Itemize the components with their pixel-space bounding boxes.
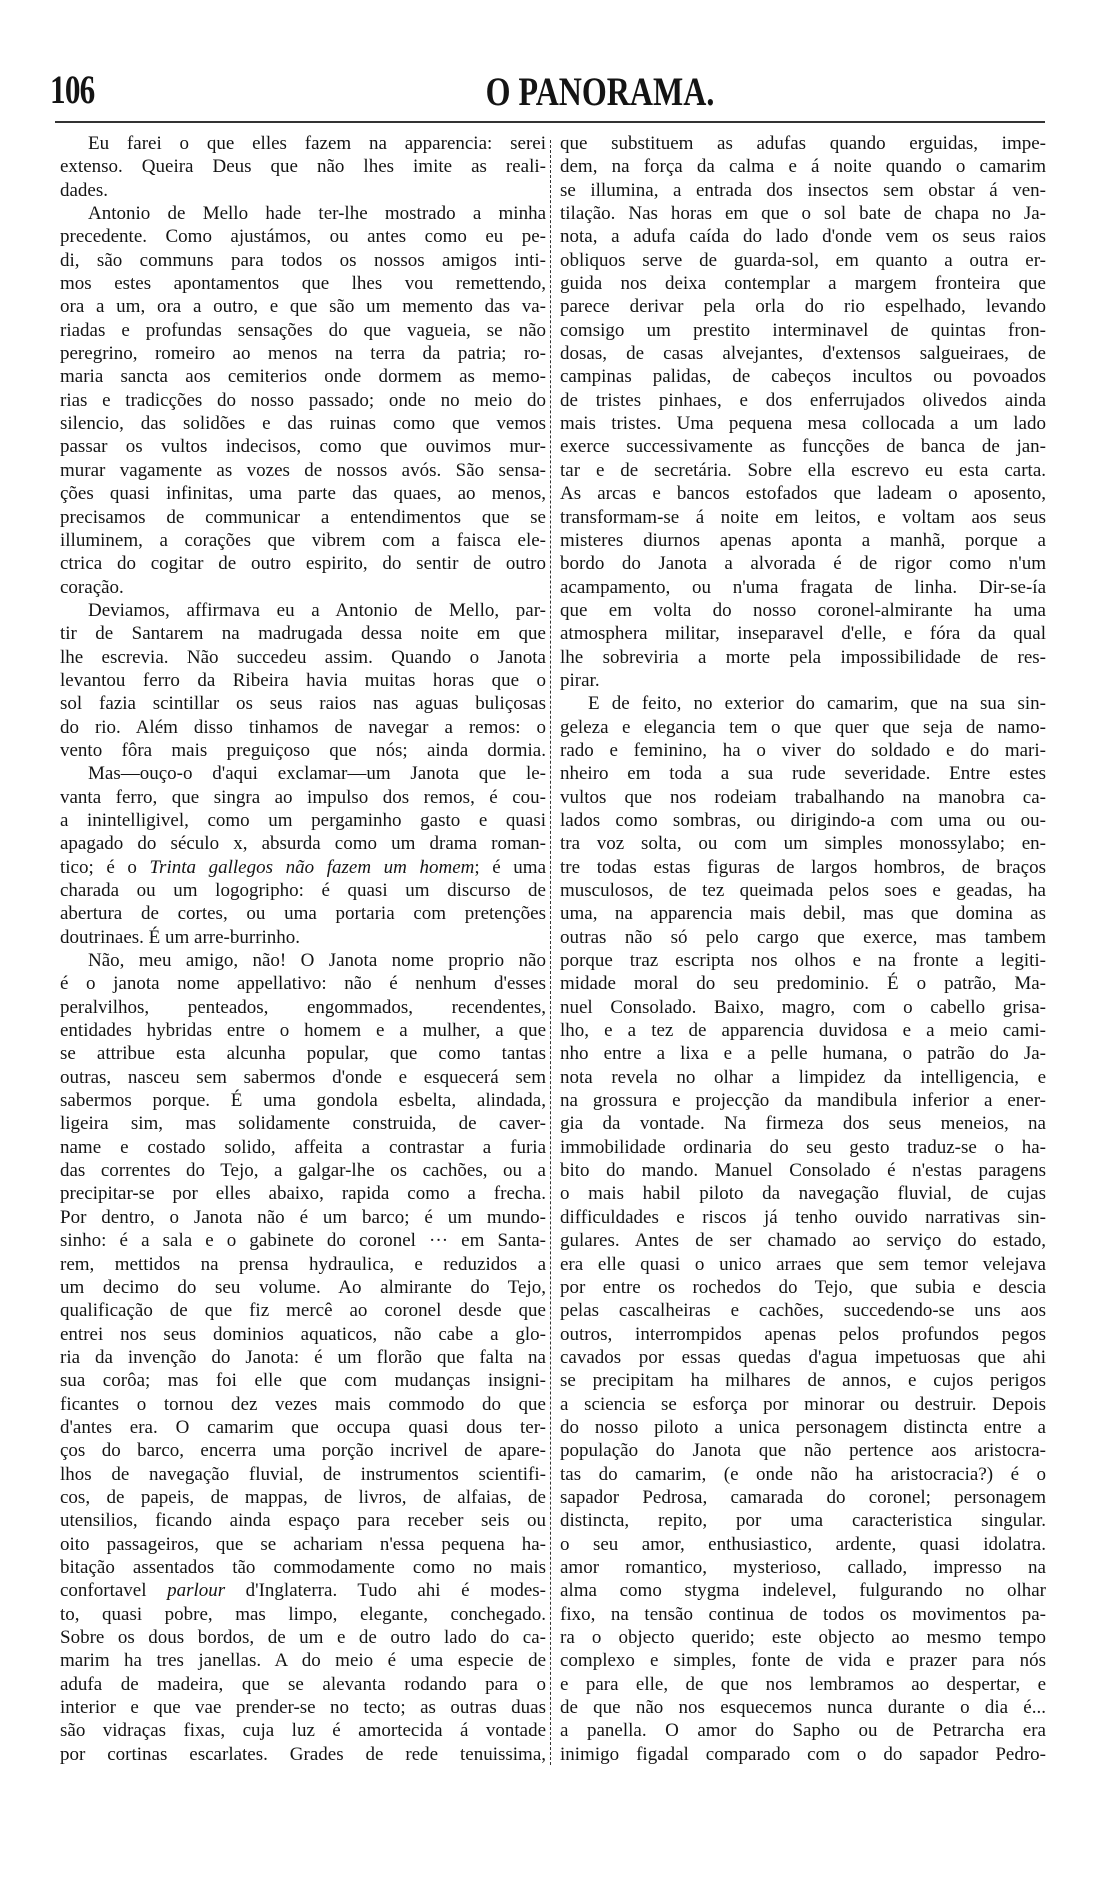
text-line: nheiro em toda a sua rude severidade. Entre estes	[560, 763, 1046, 785]
text-line: bitação assentados tão commodamente como no mais	[60, 1556, 546, 1578]
text-line: das correntes do Tejo, a galgar-lhe os cachões, ou a	[60, 1160, 546, 1182]
text-line: levantou ferro da Ribeira havia muitas horas que o	[60, 669, 546, 691]
text-line: musculosos, de tez queimada pelos soes e geadas, ha	[560, 880, 1046, 901]
text-line: a inintelligivel, como um pergaminho gasto e quasi	[60, 809, 546, 831]
text-line: di, são communs para todos os nossos amigos inti-	[60, 249, 546, 271]
text-line: illuminem, a corações que vibrem com a faisca ele-	[60, 529, 546, 551]
text-line: interior e que vae prender-se no tecto; as outras duas	[60, 1697, 546, 1719]
text-line: entrei nos seus dominios aquaticos, não cabe a glo-	[60, 1323, 546, 1345]
text-line: lhe sobreviria a morte pela impossibilidade de res-	[560, 646, 1046, 668]
text-line: gia da vontade. Na firmeza dos seus meneios, na	[560, 1113, 1046, 1135]
text-line: ria da invenção do Janota: é um florão que falta na	[60, 1346, 546, 1368]
text-line: charada ou um logogripho: é quasi um discurso de	[60, 880, 546, 901]
text-line: lho, e a tez de apparencia duvidosa e a meio cami-	[560, 1020, 1046, 1042]
text-line: marim ha tres janellas. A do meio é uma especie de	[60, 1650, 546, 1672]
text-segment: tico; é o	[60, 856, 150, 878]
text-line: guida nos deixa contemplar a margem fronteira que	[560, 273, 1046, 295]
text-line: nho entre a lixa e a pelle humana, o patrão do Ja-	[560, 1043, 1046, 1065]
text-line: o seu amor, enthusiastico, ardente, quasi idolatra.	[560, 1533, 1046, 1555]
text-line: ficantes o tornou dez vezes mais commodo do que	[60, 1393, 546, 1415]
text-line: sua corôa; mas foi elle que com mudanças insigni-	[60, 1370, 546, 1392]
text-line: to, quasi pobre, mas limpo, elegante, conchegado.	[60, 1603, 546, 1625]
text-line: As arcas e bancos estofados que ladeam o aposento,	[560, 483, 1046, 505]
text-line: transformam-se á noite em leitos, e voltam aos seus	[560, 506, 1046, 528]
text-line: do nosso piloto a unica personagem distincta entre a	[560, 1416, 1046, 1438]
text-line: acampamento, ou n'uma fragata de linha. Dir-se-ía	[560, 576, 1046, 598]
text-line: nuel Consolado. Baixo, magro, com o cabello grisa-	[560, 996, 1046, 1018]
text-line: pirar.	[560, 669, 600, 691]
text-line: era elle quasi o unico arraes que sem temor velejava	[560, 1253, 1046, 1275]
text-line: do rio. Além disso tinhamos de navegar a remos: o	[60, 716, 546, 738]
text-line: sapador Pedrosa, camarada do coronel; personagem	[560, 1486, 1046, 1508]
left-column	[60, 132, 546, 1766]
text-line: vanta ferro, que singra ao impulso dos remos, é cou-	[60, 786, 546, 808]
text-line: precedente. Como ajustámos, ou antes como eu pe-	[60, 226, 546, 248]
text-line: Eu farei o que elles fazem na apparencia: serei	[88, 133, 546, 154]
text-line: passar os vultos indecisos, como que ouvimos mur-	[60, 436, 546, 458]
text-line: midade moral do seu predominio. É o patrão, Ma-	[560, 973, 1046, 995]
text-line: lhe escrevia. Não succedeu assim. Quando o Janota	[60, 646, 546, 668]
text-line: adufa de madeira, que se alevanta rodando para o	[60, 1673, 546, 1695]
text-line: rado e feminino, ha o viver do soldado e do mari-	[560, 739, 1046, 761]
text-line: campinas palidas, de cabeços incultos ou povoados	[560, 366, 1046, 388]
text-line: ços do barco, encerra uma porção incrivel de apare-	[60, 1440, 546, 1462]
text-line: extenso. Queira Deus que não lhes imite as reali-	[60, 156, 546, 178]
text-line: immobilidade ordinaria do seu gesto traduz-se o ha-	[560, 1136, 1046, 1158]
text-line: amor romantico, mysterioso, callado, impresso na	[560, 1556, 1046, 1578]
text-line: utensilios, ficando ainda espaço para receber seis ou	[60, 1510, 546, 1532]
text-line: cavados por essas quedas d'agua impetuosas que ahi	[560, 1346, 1046, 1368]
text-line: difficuldades e riscos já tenho ouvido narrativas sin-	[560, 1206, 1046, 1228]
text-line: misteres diurnos apenas aponta a manhã, porque a	[560, 529, 1046, 551]
text-line: que substituem as adufas quando erguidas, impe-	[560, 133, 1046, 154]
text-line: parece derivar pela orla do rio espelhado, levando	[560, 296, 1046, 318]
text-line: obliquos serve de guarda-sol, em quanto a outra er-	[560, 249, 1046, 271]
text-line: d'antes era. O camarim que occupa quasi dous ter-	[60, 1416, 546, 1438]
text-line: a sciencia se esforça por minorar ou destruir. Depois	[560, 1393, 1046, 1415]
page-number: 106	[50, 67, 95, 112]
text-line: coração.	[60, 576, 124, 598]
text-line: outras, nasceu sem sabermos d'onde e esquecerá sem	[60, 1066, 546, 1088]
text-line: são vidraças fixas, cuja luz é amortecida á vontade	[60, 1720, 546, 1742]
text-line	[60, 1579, 546, 1602]
text-line: se precipitam ha milhares de annos, e cujos perigos	[560, 1370, 1046, 1392]
text-line: Por dentro, o Janota não é um barco; é um mundo-	[60, 1206, 546, 1228]
text-line: abertura de cortes, ou uma portaria com pretenções	[60, 903, 546, 925]
text-line: geleza e elegancia tem o que quer que seja de namo-	[560, 716, 1046, 738]
text-line: tra voz solta, ou com um simples monossylabo; en-	[560, 833, 1046, 855]
text-line: um decimo do seu volume. Ao almirante do Tejo,	[60, 1276, 546, 1298]
text-segment: confortavel	[60, 1580, 168, 1602]
text-line: alma como stygma indelevel, fulgurando no olhar	[560, 1580, 1046, 1602]
header-rule	[55, 121, 1045, 123]
text-line: outros, interrompidos apenas pelos profundos pegos	[560, 1323, 1046, 1345]
text-line: apagado do século x, absurda como um drama roman-	[60, 833, 546, 855]
text-line: mos estes apontamentos que lhes vou remettendo,	[60, 273, 546, 295]
page-title: O PANORAMA.	[485, 69, 715, 114]
text-line: peregrino, romeiro ao menos na terra da patria; ro-	[60, 343, 546, 365]
text-segment: d'Inglaterra. Tudo ahi é modes-	[225, 1580, 547, 1602]
text-line: ções quasi infinitas, uma parte das quaes, ao menos,	[60, 483, 546, 505]
text-line: e para elle, de que nos lembramos ao despertar, e	[560, 1673, 1046, 1695]
text-line: o mais habil piloto da navegação fluvial, de cujas	[560, 1183, 1046, 1205]
text-line: Antonio de Mello hade ter-lhe mostrado a minha	[88, 203, 546, 225]
text-line: rias e tradicções do nosso passado; onde no meio do	[60, 389, 546, 411]
italic-title: Trinta gallegos não fazem um homem	[149, 856, 475, 878]
text-line: ra o objecto querido; este objecto ao mesmo tempo	[560, 1627, 1046, 1648]
text-line: atmosphera militar, inseparavel d'elle, e fóra da qual	[560, 623, 1046, 645]
text-line: que em volta do nosso coronel-almirante ha uma	[560, 599, 1046, 621]
text-line: porque traz escripta nos olhos e na fronte a legiti-	[560, 950, 1046, 972]
text-line: ctrica do cogitar de outro espirito, do sentir de outro	[60, 553, 546, 575]
text-line: bito do mando. Manuel Consolado é n'estas paragens	[560, 1160, 1046, 1182]
text-line: rem, mettidos na prensa hydraulica, e reduzidos a	[60, 1253, 546, 1275]
text-line: cos, de papeis, de mappas, de livros, de alfaias, de	[60, 1486, 546, 1508]
text-line: sabermos porque. É uma gondola esbelta, alindada,	[60, 1090, 546, 1112]
text-line: Deviamos, affirmava eu a Antonio de Mello, par-	[88, 599, 546, 621]
text-line: tas do camarim, (e onde não ha aristocracia?) é o	[560, 1463, 1046, 1485]
text-line: riadas e profundas sensações do que vagueia, se não	[60, 319, 546, 341]
text-line: inimigo figadal comparado com o do sapador Pedro-	[560, 1743, 1046, 1765]
text-line: de tristes pinhaes, e dos enferrujados olivedos ainda	[560, 389, 1046, 411]
text-line: ligeira sim, mas solidamente construida, de caver-	[60, 1113, 546, 1135]
text-line: name e costado solido, affeita a contrastar a furia	[60, 1136, 546, 1158]
text-line: nota revela no olhar a limpidez da intelligencia, e	[560, 1066, 1046, 1088]
text-line: Mas—ouço-o d'aqui exclamar—um Janota que le-	[88, 763, 546, 785]
text-line: maria sancta aos cemiterios onde dormem as memo-	[60, 366, 546, 388]
text-line	[60, 856, 546, 879]
text-segment: ; é uma	[474, 856, 546, 878]
text-line: se illumina, a entrada dos insectos sem obstar á ven-	[560, 179, 1046, 201]
text-line: murar vagamente as vozes de nossos avós. São sensa-	[60, 459, 546, 481]
text-line: tilação. Nas horas em que o sol bate de chapa no Ja-	[560, 203, 1046, 225]
text-line: peralvilhos, penteados, engommados, recendentes,	[60, 996, 546, 1018]
text-line: doutrinaes. É um arre-burrinho.	[60, 926, 301, 948]
text-line: a panella. O amor do Sapho ou de Petrarcha era	[560, 1720, 1046, 1742]
text-line: distincta, repito, por uma caracteristica singular.	[560, 1510, 1046, 1532]
text-line: Sobre os dous bordos, de um e de outro lado do ca-	[60, 1627, 546, 1648]
text-line: é o janota nome appellativo: não é nenhum d'esses	[60, 973, 546, 995]
column-divider	[550, 140, 551, 1765]
text-line: oito passageiros, que se achariam n'essa pequena ha-	[60, 1533, 546, 1555]
text-line: vultos que nos rodeiam trabalhando na manobra ca-	[560, 786, 1046, 808]
text-line: população do Janota que não pertence aos aristocra-	[560, 1440, 1046, 1462]
text-line: uma, na apparencia mais debil, mas que domina as	[560, 903, 1046, 925]
text-line: dosas, de casas alvejantes, d'extensos salgueiraes, de	[560, 343, 1046, 365]
text-line: outras não só pelo cargo que exerce, mas tambem	[560, 926, 1046, 948]
text-line: lados como sombras, ou dirigindo-a com uma ou ou-	[560, 809, 1046, 831]
text-line: lhos de navegação fluvial, de instrumentos scientifi-	[60, 1463, 546, 1485]
right-column	[560, 132, 1046, 1766]
text-line: fixo, na tensão continua de todos os movimentos pa-	[560, 1603, 1046, 1625]
text-line: precisamos de communicar a entendimentos que se	[60, 506, 546, 528]
text-line: sinho: é a sala e o gabinete do coronel ··· em Santa-	[60, 1230, 546, 1252]
text-line: tre todas estas figuras de largos hombros, de braços	[560, 856, 1046, 878]
text-line: por cortinas escarlates. Grades de rede tenuissima,	[60, 1743, 546, 1765]
text-line: por entre os rochedos do Tejo, que subia e descia	[560, 1276, 1046, 1298]
text-line: tar e de secretária. Sobre ella escrevo eu esta carta.	[560, 459, 1046, 481]
text-line: entidades hybridas entre o homem e a mulher, a que	[60, 1020, 546, 1042]
text-line: exerce successivamente as funcções de banca de jan-	[560, 436, 1046, 458]
text-line: de que não nos esquecemos nunca durante o dia é...	[560, 1697, 1046, 1719]
text-line: qualificação de que fiz mercê ao coronel desde que	[60, 1300, 546, 1322]
text-line: gulares. Antes de ser chamado ao serviço do estado,	[560, 1230, 1046, 1252]
text-line: bordo do Janota a alvorada é de rigor como n'um	[560, 553, 1046, 575]
text-line: tir de Santarem na madrugada dessa noite em que	[60, 623, 546, 645]
italic-title: parlour	[167, 1580, 226, 1602]
text-line: pelas cascalheiras e cachões, succedendo-se uns aos	[560, 1300, 1046, 1322]
text-line: E de feito, no exterior do camarim, que na sua sin-	[588, 693, 1046, 715]
text-line: se attribue esta alcunha popular, que como tantas	[60, 1043, 546, 1065]
text-line: silencio, das solidões e das ruinas como que vemos	[60, 413, 546, 435]
text-line: Não, meu amigo, não! O Janota nome proprio não	[88, 950, 546, 972]
text-line: comsigo um prestito interminavel de quintas fron-	[560, 319, 1046, 341]
text-line: precipitar-se por elles abaixo, rapida como a frecha.	[60, 1183, 546, 1205]
text-line: sol fazia scintillar os seus raios nas aguas buliçosas	[60, 693, 546, 715]
text-line: vento fôra mais preguiçoso que nós; ainda dormia.	[60, 739, 546, 761]
text-line: na grossura e projecção da mandibula inferior a ener-	[560, 1090, 1046, 1112]
text-line: nota, a adufa caída do lado d'onde vem os seus raios	[560, 226, 1046, 248]
text-line: dem, na força da calma e á noite quando o camarim	[560, 156, 1046, 178]
text-line: dades.	[60, 179, 109, 201]
text-line: mais tristes. Uma pequena mesa collocada a um lado	[560, 413, 1046, 435]
text-line: complexo e simples, fonte de vida e prazer para nós	[560, 1650, 1046, 1672]
text-line: ora a um, ora a outro, e que são um memento das va-	[60, 296, 546, 318]
